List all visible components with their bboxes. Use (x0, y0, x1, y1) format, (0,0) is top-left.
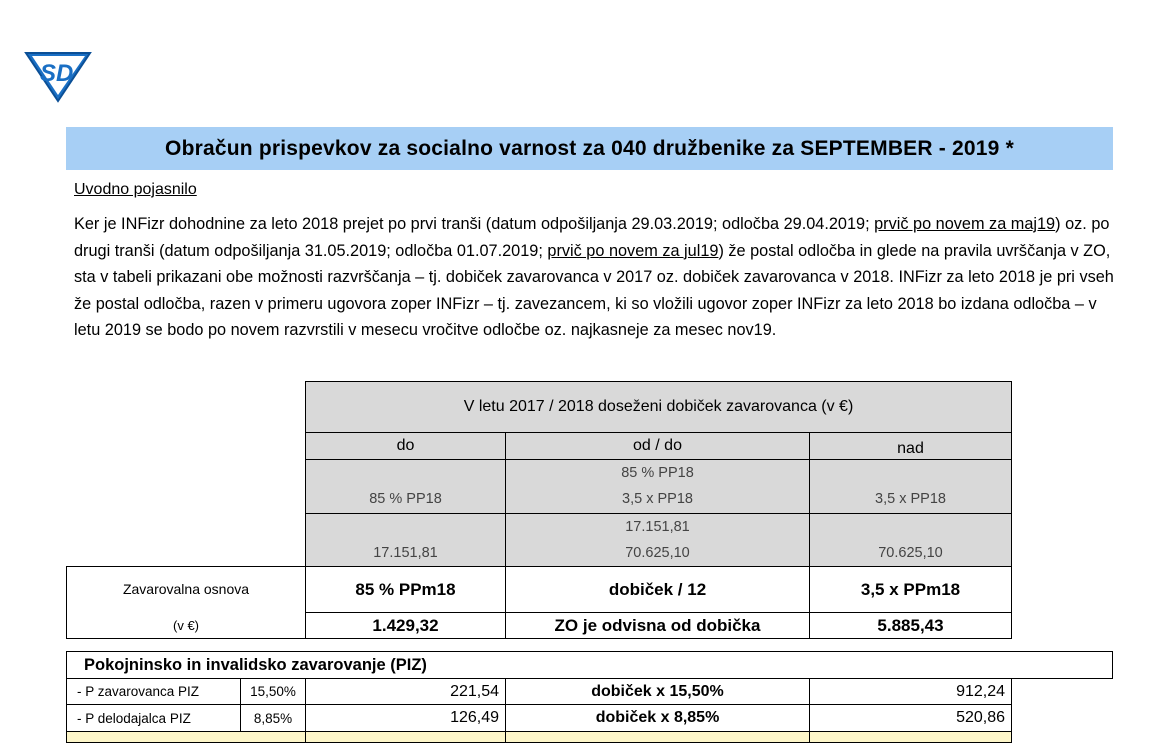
piz-row-label: - P delodajalca PIZ (66, 704, 241, 732)
pp-cell-do: 85 % PP18 (305, 459, 506, 514)
col-do: do (305, 432, 506, 460)
piz-heading: Pokojninsko in invalidsko zavarovanje (PIZ) (66, 651, 1113, 679)
zo-value-do: 1.429,32 (305, 612, 506, 639)
zo-formula-do: 85 % PPm18 (305, 566, 506, 613)
table-header: V letu 2017 / 2018 doseženi dobiček zavarovanca (v €) (305, 381, 1012, 433)
piz-row-rate: 15,50% (240, 678, 306, 705)
intro-paragraph: Ker je INFizr dohodnine za leto 2018 prejet po prvi tranši (datum odpošiljanja 29.03.2019; odločba 29.04.2019; prvič po novem za maj19) oz. po drugi tranši (datum odpošiljanja 31.05.2019; odločba 01.07.2019; prvič po novem za jul19) že postal odločba in glede na pravila uvrščanja v ZO, sta v tabeli prikazani obe možnosti razvrščanja – tj. dobiček zavarovanca v 2017 oz. dobiček zavarovanca v 2018. INFizr za leto 2018 je pri vseh že postal odločba, razen v primeru ugovora zoper INFizr – tj. zavezancem, ki so vložili ugovor zoper INFizr za leto 2018 bo izdana odločba – v letu 2019 se bodo po novem razvrstili v mesecu vročitve odločbe oz. najkasneje za mesec nov19. (74, 215, 1114, 339)
svg-text:SD: SD (40, 60, 74, 87)
piz-sum-do-cell (305, 731, 506, 743)
piz-row-value-nad: 912,24 (809, 678, 1012, 705)
link-may19: prvič po novem za maj19 (874, 215, 1056, 233)
piz-row-label: - P zavarovanca PIZ (66, 678, 241, 705)
pp-cell-od-do: 85 % PP18 3,5 x PP18 (505, 459, 810, 514)
amount-cell-nad: 70.625,10 (809, 513, 1012, 567)
piz-sum-label-cell (66, 731, 306, 743)
intro-heading: Uvodno pojasnilo (74, 181, 197, 198)
piz-row-value-nad: 520,86 (809, 704, 1012, 732)
amount-cell-od-do: 17.151,81 70.625,10 (505, 513, 810, 567)
zo-value-nad: 5.885,43 (809, 612, 1012, 639)
piz-row-value-do: 221,54 (305, 678, 506, 705)
piz-row-formula: dobiček x 15,50% (505, 678, 810, 705)
link-jul19: prvič po novem za jul19 (547, 241, 719, 260)
company-logo (22, 47, 94, 103)
piz-row-formula: dobiček x 8,85% (505, 704, 810, 732)
col-od-do: od / do (505, 432, 810, 460)
piz-sum-nad-cell (809, 731, 1012, 743)
page-title: Obračun prispevkov za socialno varnost za 040 družbenike za SEPTEMBER - 2019 * (66, 127, 1113, 170)
zo-formula-od-do: dobiček / 12 (505, 566, 810, 613)
amount-cell-do: 17.151,81 (305, 513, 506, 567)
zo-label-cell: Zavarovalna osnova (v €) (66, 566, 306, 639)
zo-value-od-do: ZO je odvisna od dobička (505, 612, 810, 639)
piz-sum-od-do-cell (505, 731, 810, 743)
zo-formula-nad: 3,5 x PPm18 (809, 566, 1012, 613)
col-nad: nad (809, 432, 1012, 460)
piz-row-rate: 8,85% (240, 704, 306, 732)
pp-cell-nad: 3,5 x PP18 (809, 459, 1012, 514)
piz-row-value-do: 126,49 (305, 704, 506, 732)
